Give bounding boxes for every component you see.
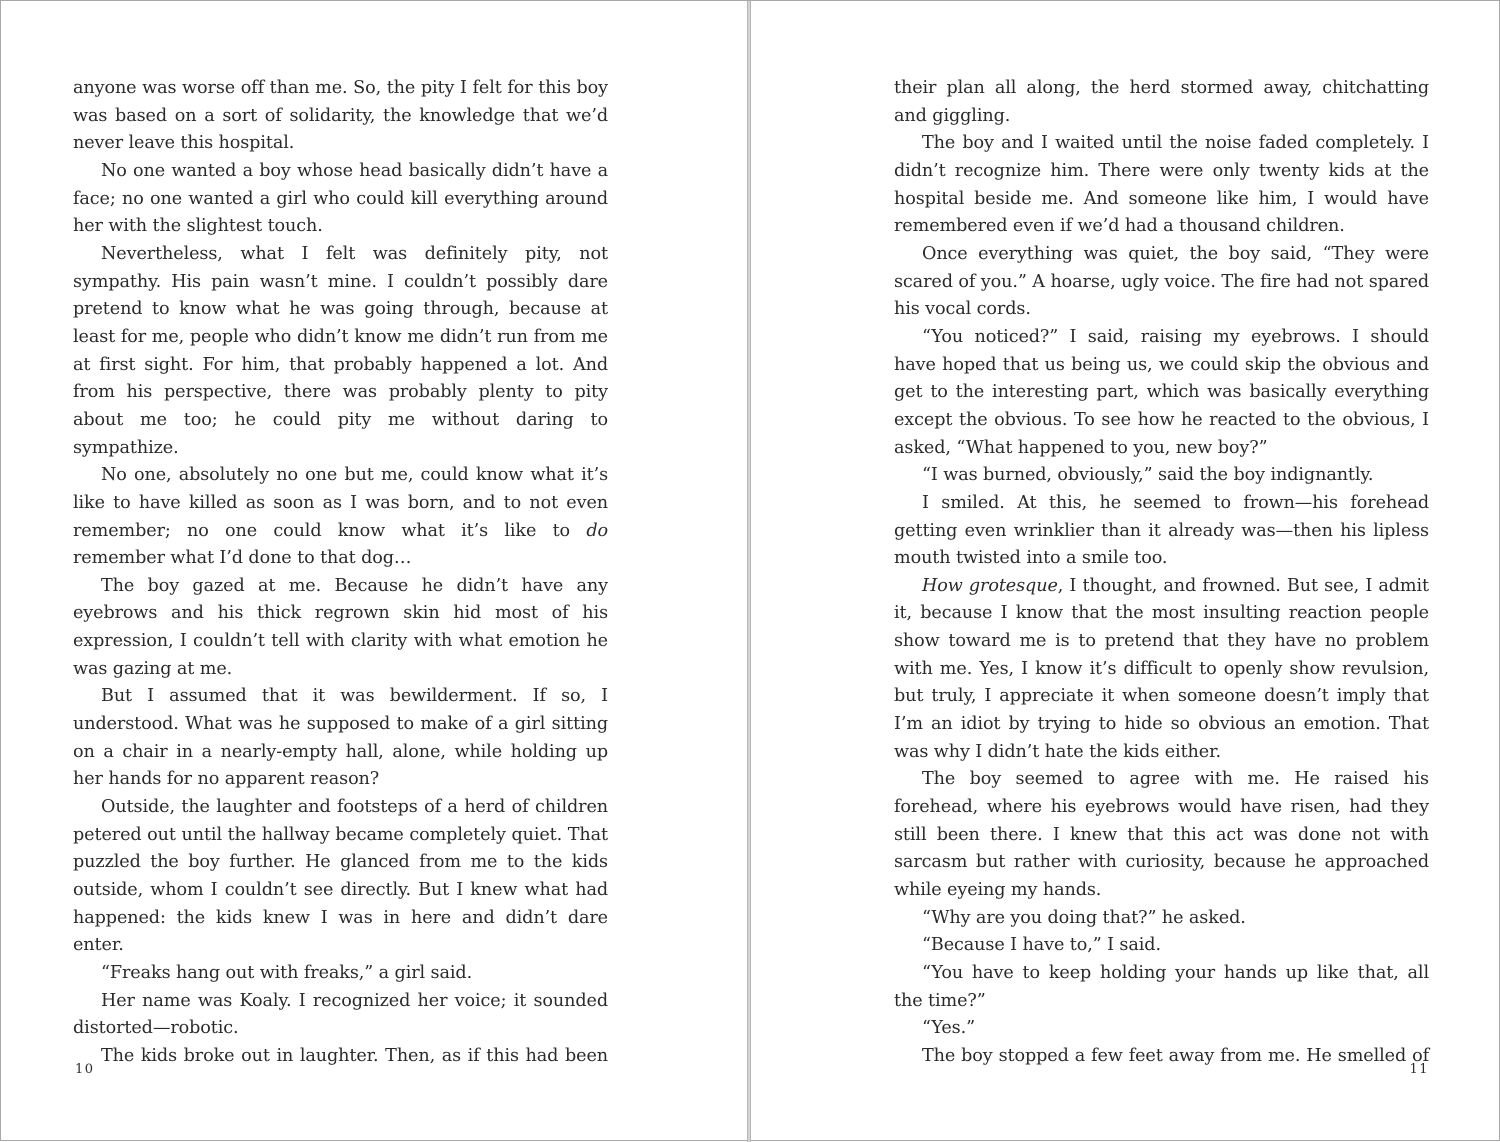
paragraph: “Because I have to,” I said. [922,935,1161,956]
paragraph: Nevertheless, what I felt was definitely pity, not sympathy. His pain wasn’t mine. I couldn’t possibly dare pretend to know what he was going through, because at least for me, people who didn’t know me didn’t run from me at first sight. For him, that probably happened a lot. And from his perspective, there was probably plenty to pity about me too; he could pity me without daring to sympathize. [73,243,608,458]
paragraph: “You have to keep holding your hands up like that, all the time?” [894,963,1429,1011]
emphasis-text: How grotesque [922,575,1058,596]
paragraph: “Why are you doing that?” he asked. [922,907,1246,928]
text-run: No one, absolutely no one but me, could know what it’s like to have killed as soon as I was born, and to not even remember; no one could know what it’s like to [73,465,608,541]
paragraph [73,462,608,573]
paragraph: their plan all along, the herd stormed away, chitchatting and giggling. [894,78,1429,126]
paragraph: The boy seemed to agree with me. He raised his forehead, where his eyebrows would have risen, had they still been there. I knew that this act was done not with sarcasm but rather with curiosity, because he approached while eyeing my hands. [894,769,1429,901]
paragraph: Her name was Koaly. I recognized her voice; it sounded distorted—robotic. [73,990,608,1039]
paragraph: “Freaks hang out with freaks,” a girl said. [101,963,473,983]
emphasis-text: do [586,520,608,541]
paragraph: No one wanted a boy whose head basically didn’t have a face; no one wanted a girl who could kill everything around her with the slightest touch. [73,160,608,237]
page-number: 11 [1409,1062,1429,1077]
paragraph: “You noticed?” I said, raising my eyebrows. I should have hoped that us being us, we could skip the obvious and get to the interesting part, which was basically everything except the obvious. To see how he reacted to the obvious, I asked, “What happened to you, new boy?” [894,326,1429,458]
right-page-text [894,75,1429,1071]
paragraph [894,573,1429,767]
paragraph: Outside, the laughter and footsteps of a herd of children petered out until the hallway became completely quiet. That puzzled the boy further. He glanced from me to the kids outside, whom I couldn’t see directly. But I knew what had happened: the kids knew I was in here and didn’t dare enter. [73,797,608,956]
paragraph: anyone was worse off than me. So, the pity I felt for this boy was based on a sort of solidarity, the knowledge that we’d never leave this hospital. [73,78,608,154]
paragraph: The boy stopped a few feet away from me. He smelled of [922,1045,1429,1066]
paragraph: The boy gazed at me. Because he didn’t have any eyebrows and his thick regrown skin hid most of his expression, I couldn’t tell with clarity with what emotion he was gazing at me. [73,575,608,679]
paragraph: I smiled. At this, he seemed to frown—his forehead getting even wrinklier than it already was—then his lipless mouth twisted into a smile too. [894,492,1429,569]
paragraph: The kids broke out in laughter. Then, as if this had been [101,1045,608,1066]
paragraph: The boy and I waited until the noise faded completely. I didn’t recognize him. There were only twenty kids at the hospital beside me. And someone like him, I would have remembered even if we’d had a thousand children. [894,133,1429,237]
text-run: , I thought, and frowned. But see, I admit it, because I know that the most insulting reaction people show toward me is to pretend that they have no problem with me. Yes, I know it’s difficult to openly show revulsion, but truly, I appreciate it when someone doesn’t imply that I’m an idiot by trying to hide so obvious an emotion. That was why I didn’t hate the kids either. [894,575,1429,762]
paragraph: Once everything was quiet, the boy said, “They were scared of you.” A hoarse, ugly voice. The fire had not spared his vocal cords. [894,243,1429,320]
paragraph: But I assumed that it was bewilderment. If so, I understood. What was he supposed to make of a girl sitting on a chair in a nearly-empty hall, alone, while holding up her hands for no apparent reason? [73,686,608,790]
text-run: remember what I’d done to that dog… [73,548,412,569]
left-page-text [73,75,608,1071]
page-number: 10 [75,1062,95,1077]
right-page [751,1,1500,1142]
paragraph: “Yes.” [922,1018,975,1039]
left-page [1,1,747,1142]
paragraph: “I was burned, obviously,” said the boy indignantly. [922,465,1374,486]
